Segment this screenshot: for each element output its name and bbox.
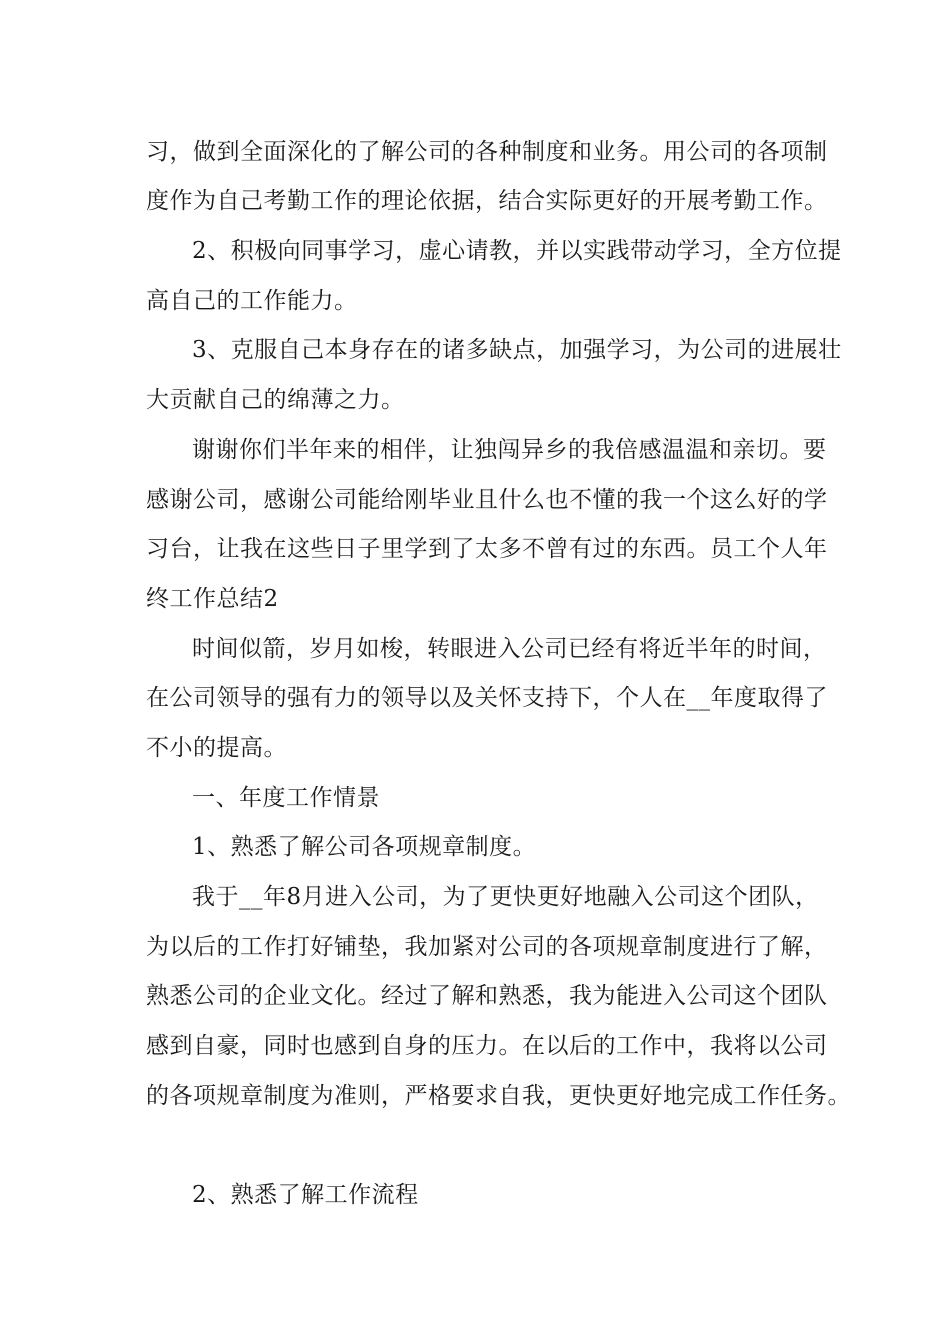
body-text-line: 习，做到全面深化的了解公司的各种制度和业务。用公司的各项制 — [146, 139, 828, 165]
body-text-line: 终工作总结2 — [146, 586, 279, 612]
section-heading: 一、年度工作情景 — [192, 785, 380, 811]
body-text-line: 为以后的工作打好铺垫，我加紧对公司的各项规章制度进行了解， — [146, 934, 828, 960]
body-text-line: 习台，让我在这些日子里学到了太多不曾有过的东西。员工个人年 — [146, 536, 828, 562]
paragraph-time: 时间似箭，岁月如梭，转眼进入公司已经有将近半年的时间， — [192, 636, 827, 662]
body-text-line: 熟悉公司的企业文化。经过了解和熟悉，我为能进入公司这个团队 — [146, 983, 828, 1009]
list-item-3: 3、克服自己本身存在的诸多缺点，加强学习，为公司的进展壮 — [192, 337, 842, 363]
body-text-line: 的各项规章制度为准则，严格要求自我，更快更好地完成工作任务。 — [146, 1083, 851, 1109]
list-item-2: 2、积极向同事学习，虚心请教，并以实践带动学习，全方位提 — [192, 238, 842, 264]
subsection-heading-1: 1、熟悉了解公司各项规章制度。 — [192, 834, 537, 860]
body-text-line: 大贡献自己的绵薄之力。 — [146, 387, 405, 413]
body-text-line: 在公司领导的强有力的领导以及关怀支持下，个人在__年度取得了 — [146, 685, 828, 711]
paragraph-joining: 我于__年8月进入公司，为了更快更好地融入公司这个团队， — [192, 884, 819, 910]
body-text-line: 感到自豪，同时也感到自身的压力。在以后的工作中，我将以公司 — [146, 1033, 828, 1059]
body-text-line: 度作为自己考勤工作的理论依据，结合实际更好的开展考勤工作。 — [146, 188, 828, 214]
body-text-line: 感谢公司，感谢公司能给刚毕业且什么也不懂的我一个这么好的学 — [146, 487, 828, 513]
subsection-heading-2: 2、熟悉了解工作流程 — [192, 1182, 419, 1208]
body-text-line: 高自己的工作能力。 — [146, 288, 358, 314]
body-text-line: 不小的提高。 — [146, 735, 287, 761]
paragraph-thanks: 谢谢你们半年来的相伴，让独闯异乡的我倍感温温和亲切。要 — [192, 437, 827, 463]
